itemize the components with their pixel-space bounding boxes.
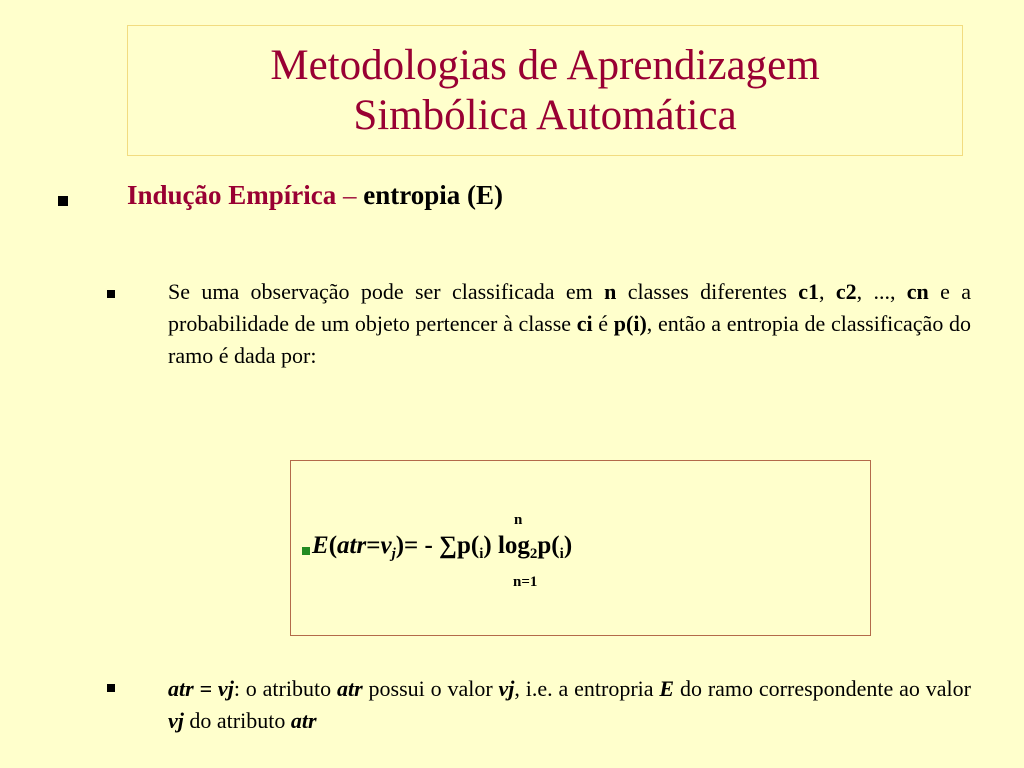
heading-concept: entropia: [363, 180, 461, 210]
formula-bullet-icon: [302, 547, 310, 555]
heading-dash: –: [343, 180, 357, 210]
bullet-icon: [107, 684, 115, 692]
entropy-formula: $E(atr=v_j)= - \sum p(_i)$ $\log_2p(_i)$: [312, 532, 573, 562]
paragraph-definition: Se uma observação pode ser classificada em n classes diferentes c1, c2, ..., cn e a probabilidade de um objeto pertencer à classe ci é p(i), então a entropia de classificação do ramo é dada por:: [168, 279, 972, 368]
sum-upper-limit: n: [514, 512, 523, 528]
bullet-icon: [107, 290, 115, 298]
bullet-icon: [58, 196, 68, 206]
section-heading: [127, 180, 503, 211]
heading-symbol: (E): [467, 180, 504, 210]
sum-lower-limit: n=1: [513, 574, 538, 590]
sigma-symbol: ∑: [439, 532, 457, 559]
slide-title-line2: Simbólica Automática: [353, 91, 737, 139]
title-box: [127, 25, 963, 156]
paragraph-explanation: atr = vj: o atributo atr possui o valor vj, i.e. a entropria E do ramo correspondente ao valor vj do atributo atr: [168, 676, 971, 733]
heading-term: Indução Empírica: [127, 180, 337, 210]
slide-title-line1: Metodologias de Aprendizagem: [270, 41, 820, 89]
